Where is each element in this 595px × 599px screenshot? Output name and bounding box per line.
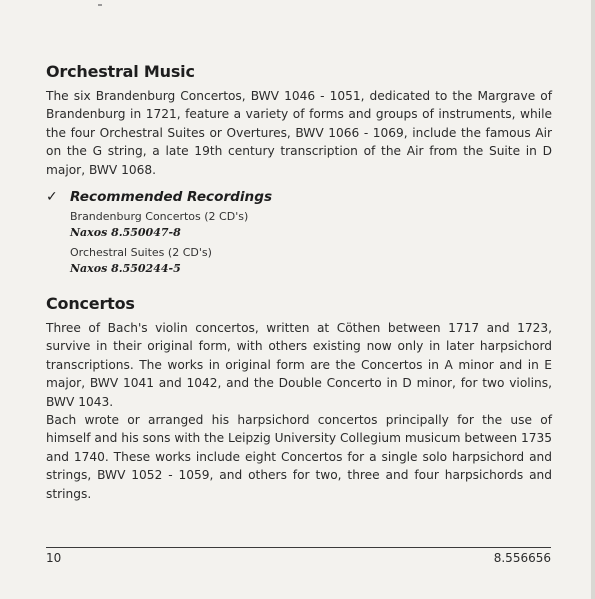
- top-mark: [98, 4, 102, 6]
- concertos-paragraph-2: Bach wrote or arranged his harpsichord concertos principally for the use of himself and his sons with the Leipzig University Collegium musicum between 1735 and 1740. These works include eight Concertos for a single solo harpsichord and strings, BWV 1052 - 1059, and others for two, three and four harpsichords and strings.: [46, 413, 552, 501]
- recording-catalogue-number: Naxos 8.550244-5: [70, 262, 181, 276]
- recording-item: [70, 245, 552, 277]
- orchestral-music-heading: Orchestral Music: [46, 62, 195, 81]
- page-content: [46, 62, 552, 503]
- concertos-paragraph-1: Three of Bach's violin concertos, written at Cöthen between 1717 and 1723, survive in their original form, with others existing now only in later harpsichord transcriptions. The works in original form are the Concertos in A minor and in E major, BWV 1041 and 1042, and the Double Concerto in D minor, for two violins, BWV 1043.: [46, 321, 552, 409]
- orchestral-music-section: [46, 62, 552, 179]
- recording-item: [70, 209, 552, 241]
- recommended-recordings-heading: [46, 189, 552, 205]
- recommended-recordings-label: Recommended Recordings: [70, 189, 273, 206]
- page-edge: [591, 0, 595, 599]
- footer-rule: [46, 547, 551, 548]
- recording-catalogue-number: Naxos 8.550047-8: [70, 226, 181, 240]
- recording-title: Brandenburg Concertos (2 CD's): [70, 210, 249, 224]
- concertos-section: [46, 294, 552, 503]
- page-number: 10: [46, 551, 62, 565]
- orchestral-music-text: The six Brandenburg Concertos, BWV 1046 - 1051, dedicated to the Margrave of Brandenburg in 1721, feature a variety of forms and groups of instruments, while the four Orchestral Suites or Overtures, BWV 1066 - 1069, include the famous Air on the G string, a late 19th century transcription of the Air from the Suite in D major, BWV 1068.: [46, 89, 552, 177]
- recording-title: Orchestral Suites (2 CD's): [70, 246, 212, 260]
- concertos-heading: Concertos: [46, 294, 135, 314]
- check-icon: ✓: [46, 189, 58, 206]
- catalogue-number: 8.556656: [493, 551, 551, 565]
